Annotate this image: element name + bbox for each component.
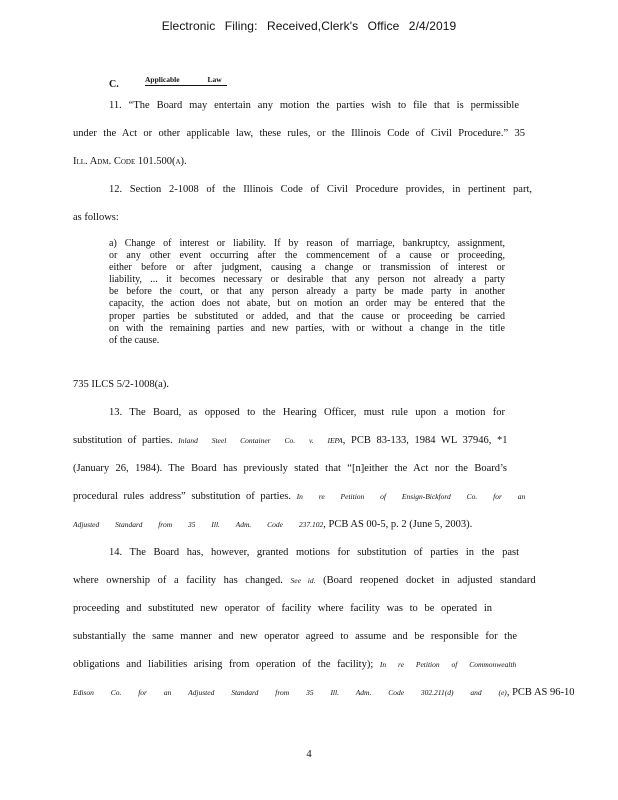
case-name: In re Petition of Ensign-Bickford Co. for an xyxy=(296,492,526,501)
p13-line-2: substitution of parties. Inland Steel Container Co. v. IEPA, PCB 83-133, 1984 WL 37946, *1 xyxy=(73,435,508,446)
p12-line-1: 12. Section 2-1008 of the Illinois Code of Civil Procedure provides, in pertinent part, xyxy=(109,184,532,195)
quote-line: a) Change of interest or liability. If by reason of marriage, bankruptcy, assignment, xyxy=(109,238,505,249)
quote-line: of the cause. xyxy=(109,334,160,346)
p14-line-6: Edison Co. for an Adjusted Standard from 35 Ill. Adm. Code 302.211(d) and (e), PCB AS 96-10 xyxy=(73,687,575,698)
quote-line: either before or after judgment, causing a change or transmission of interest or xyxy=(109,262,505,274)
statute-citation: 735 ILCS 5/2-1008(a). xyxy=(73,379,169,390)
p14-line-2: where ownership of a facility has changed. See id. (Board reopened docket in adjusted standard xyxy=(73,575,536,586)
p12-line-2: as follows: xyxy=(73,212,119,223)
section-heading xyxy=(109,74,222,92)
filing-header: Electronic Filing: Received,Clerk's Office 2/4/2019 xyxy=(161,19,457,33)
section-title: Applicable Law xyxy=(145,75,227,86)
p13-line-1: 13. The Board, as opposed to the Hearing Officer, must rule upon a motion for xyxy=(109,407,505,418)
p11-line-2: under the Act or other applicable law, these rules, or the Illinois Code of Civil Procedure.” 35 xyxy=(73,128,525,139)
quote-line: capacity, the action does not abate, but on motion an order may be entered that the xyxy=(109,298,505,310)
p11-line-1: 11. “The Board may entertain any motion the parties wish to file that is permissible xyxy=(109,100,519,111)
p13-line-5: Adjusted Standard from 35 Ill. Adm. Code 237.102, PCB AS 00-5, p. 2 (June 5, 2003). xyxy=(73,519,473,530)
quote-line: on with the remaining parties and new parties, with or without a change in the title xyxy=(109,322,505,334)
page-number: 4 xyxy=(306,749,312,760)
quote-line: proper parties be substituted or added, and that the cause or proceeding be carried xyxy=(109,310,505,322)
p14-line-4: substantially the same manner and new operator agreed to assume and be responsible for the xyxy=(73,631,517,642)
p13-line-3: (January 26, 1984). The Board has previously stated that “[n]either the Act nor the Board’s xyxy=(73,463,507,474)
case-name: Adjusted Standard from 35 Ill. Adm. Code 237.102 xyxy=(73,520,324,529)
case-name: Inland Steel Container Co. v. IEPA xyxy=(178,436,343,445)
quote-line: liability, ... it becomes necessary or desirable that any person not already a party xyxy=(109,274,505,286)
quote-line: or any other event occurring after the commencement of a cause or proceeding, xyxy=(109,250,505,262)
p14-line-3: proceeding and substituted new operator of facility where facility was to be operated in xyxy=(73,603,492,614)
section-letter: C. xyxy=(109,79,119,90)
case-name: In re Petition of Commonwealth xyxy=(379,660,517,669)
case-signal: See id. xyxy=(290,576,316,585)
p14-line-5: obligations and liabilities arising from operation of the facility); In re Petition of Commonwealth xyxy=(73,659,517,670)
p13-line-4: procedural rules address” substitution of parties. In re Petition of Ensign-Bickford Co. for an xyxy=(73,491,526,502)
quote-line: be before the court, or that any person already a party be made party in another xyxy=(109,286,505,298)
p11-line-3: Ill. Adm. Code 101.500(a). xyxy=(73,156,187,167)
p14-line-1: 14. The Board has, however, granted motions for substitution of parties in the past xyxy=(109,547,519,558)
statute-quote xyxy=(109,238,505,347)
case-name: Edison Co. for an Adjusted Standard from 35 Ill. Adm. Code 302.211(d) and (e) xyxy=(73,688,507,697)
